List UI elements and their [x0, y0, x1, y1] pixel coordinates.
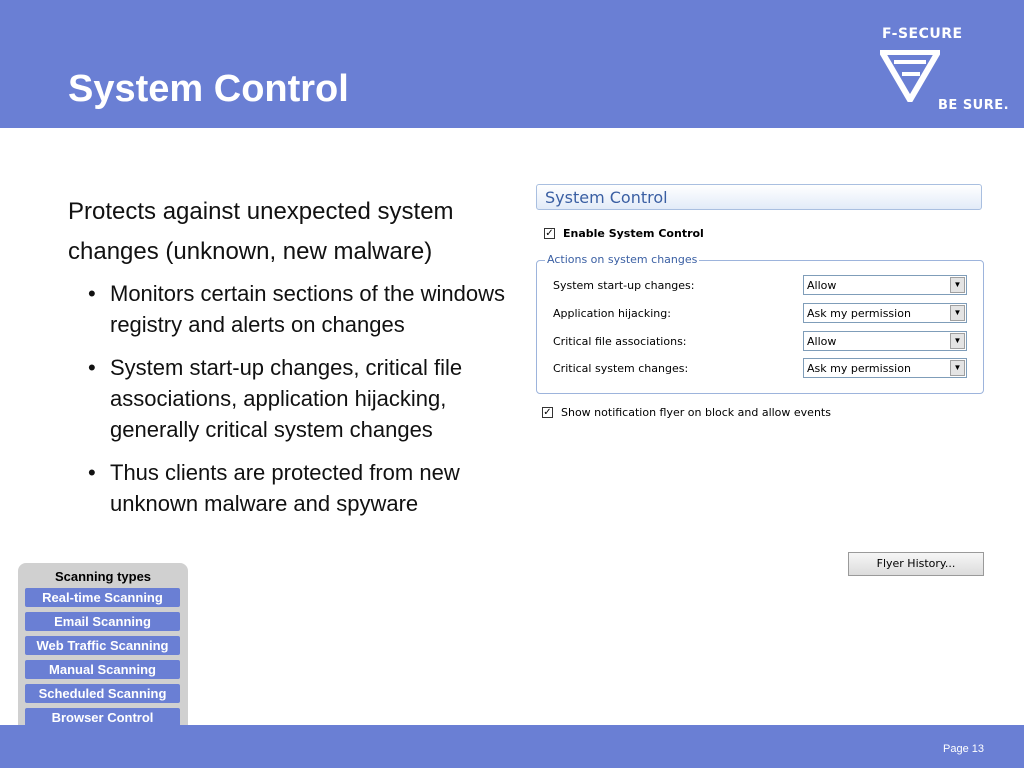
bullet-text: Thus clients are protected from new unknown malware and spyware [110, 460, 460, 516]
bullet-item [88, 352, 510, 445]
actions-group-legend: Actions on system changes [547, 253, 698, 266]
page-number: Page 13 [943, 743, 984, 755]
startup-changes-label: System start-up changes: [553, 279, 695, 292]
dropdown-arrow-icon[interactable]: ▼ [950, 360, 965, 376]
bullet-list [68, 278, 528, 519]
notification-flyer-checkbox[interactable]: ✓ [543, 407, 552, 418]
bullet-text: System start-up changes, critical file associations, application hijacking, generally critical system changes [110, 355, 463, 442]
logo-shield-icon [880, 50, 940, 102]
bullet-dot: • [88, 281, 96, 306]
nav-item-browser-control[interactable]: Browser Control [25, 708, 180, 727]
enable-system-control-checkbox[interactable]: ✓ [545, 228, 554, 239]
bullet-dot: • [88, 460, 96, 485]
select-value: Ask my permission [807, 307, 911, 320]
select-value: Allow [807, 279, 837, 292]
app-hijacking-select[interactable] [803, 303, 967, 323]
actions-group [536, 253, 984, 394]
footer-bar [0, 725, 1024, 768]
header-bar [0, 0, 1024, 128]
slide-title: System Control [68, 68, 349, 110]
system-control-settings-panel [534, 182, 988, 582]
startup-changes-select[interactable] [803, 275, 967, 295]
dropdown-arrow-icon[interactable]: ▼ [950, 305, 965, 321]
nav-item-web-traffic-scanning[interactable]: Web Traffic Scanning [25, 636, 180, 655]
f-secure-logo [876, 20, 1016, 120]
select-value: Allow [807, 335, 837, 348]
select-value: Ask my permission [807, 362, 911, 375]
nav-item-email-scanning[interactable]: Email Scanning [25, 612, 180, 631]
slide-body [68, 192, 528, 531]
notification-flyer-label: Show notification flyer on block and allow events [561, 406, 831, 419]
enable-system-control-label: Enable System Control [563, 227, 704, 240]
nav-item-real-time-scanning[interactable]: Real-time Scanning [25, 588, 180, 607]
dropdown-arrow-icon[interactable]: ▼ [950, 277, 965, 293]
nav-heading: Scanning types [54, 569, 152, 584]
dialog-title: System Control [536, 184, 982, 210]
dropdown-arrow-icon[interactable]: ▼ [950, 333, 965, 349]
bullet-item [88, 457, 510, 519]
bullet-item [88, 278, 510, 340]
file-associations-select[interactable] [803, 331, 967, 351]
bullet-dot: • [88, 355, 96, 380]
file-associations-label: Critical file associations: [553, 335, 687, 348]
system-changes-select[interactable] [803, 358, 967, 378]
logo-tagline-text: BE SURE. [938, 98, 1010, 113]
system-changes-label: Critical system changes: [553, 362, 689, 375]
bullet-text: Monitors certain sections of the windows registry and alerts on changes [110, 281, 505, 337]
lead-text: Protects against unexpected system changes (unknown, new malware) [68, 198, 454, 265]
nav-item-scheduled-scanning[interactable]: Scheduled Scanning [25, 684, 180, 703]
logo-brand-text: F-SECURE [882, 26, 963, 42]
nav-item-manual-scanning[interactable]: Manual Scanning [25, 660, 180, 679]
flyer-history-button[interactable]: Flyer History... [848, 552, 984, 576]
app-hijacking-label: Application hijacking: [553, 307, 671, 320]
